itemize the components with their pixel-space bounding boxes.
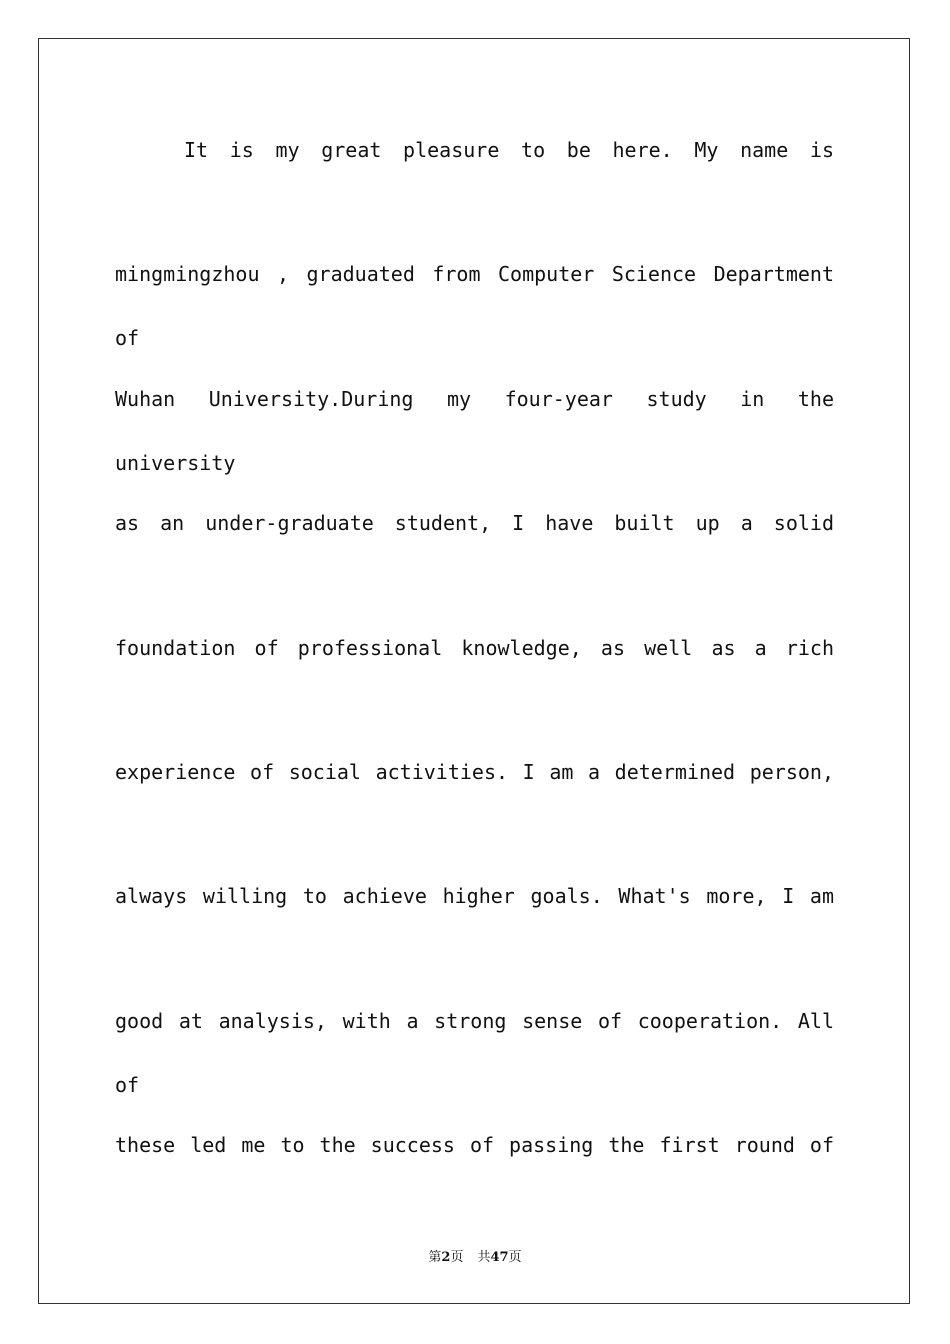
text-line: experience of social activities. I am a determined person, bbox=[115, 759, 834, 784]
page-prefix: 第 bbox=[428, 1250, 442, 1265]
total-suffix: 页 bbox=[508, 1250, 522, 1265]
text-line: Wuhan University.During my four-year study in the university bbox=[115, 386, 834, 475]
text-line: mingmingzhou , graduated from Computer Science Department of bbox=[115, 262, 834, 351]
text-line: It is my great pleasure to be here. My name is bbox=[184, 138, 834, 162]
current-page-number: 2 bbox=[441, 1250, 451, 1265]
text-line: foundation of professional knowledge, as well as a rich bbox=[115, 635, 834, 660]
text-line: always willing to achieve higher goals. What's more, I am bbox=[115, 884, 834, 909]
page-footer bbox=[0, 1246, 950, 1265]
total-page-count: 47 bbox=[490, 1250, 509, 1265]
text-line: as an under-graduate student, I have built up a solid bbox=[115, 511, 834, 536]
text-line: good at analysis, with a strong sense of cooperation. All of bbox=[115, 1008, 834, 1097]
page-suffix: 页 bbox=[450, 1250, 464, 1265]
text-line: these led me to the success of passing the first round of bbox=[115, 1133, 834, 1158]
total-prefix: 共 bbox=[477, 1250, 491, 1265]
body-text bbox=[115, 118, 834, 1238]
